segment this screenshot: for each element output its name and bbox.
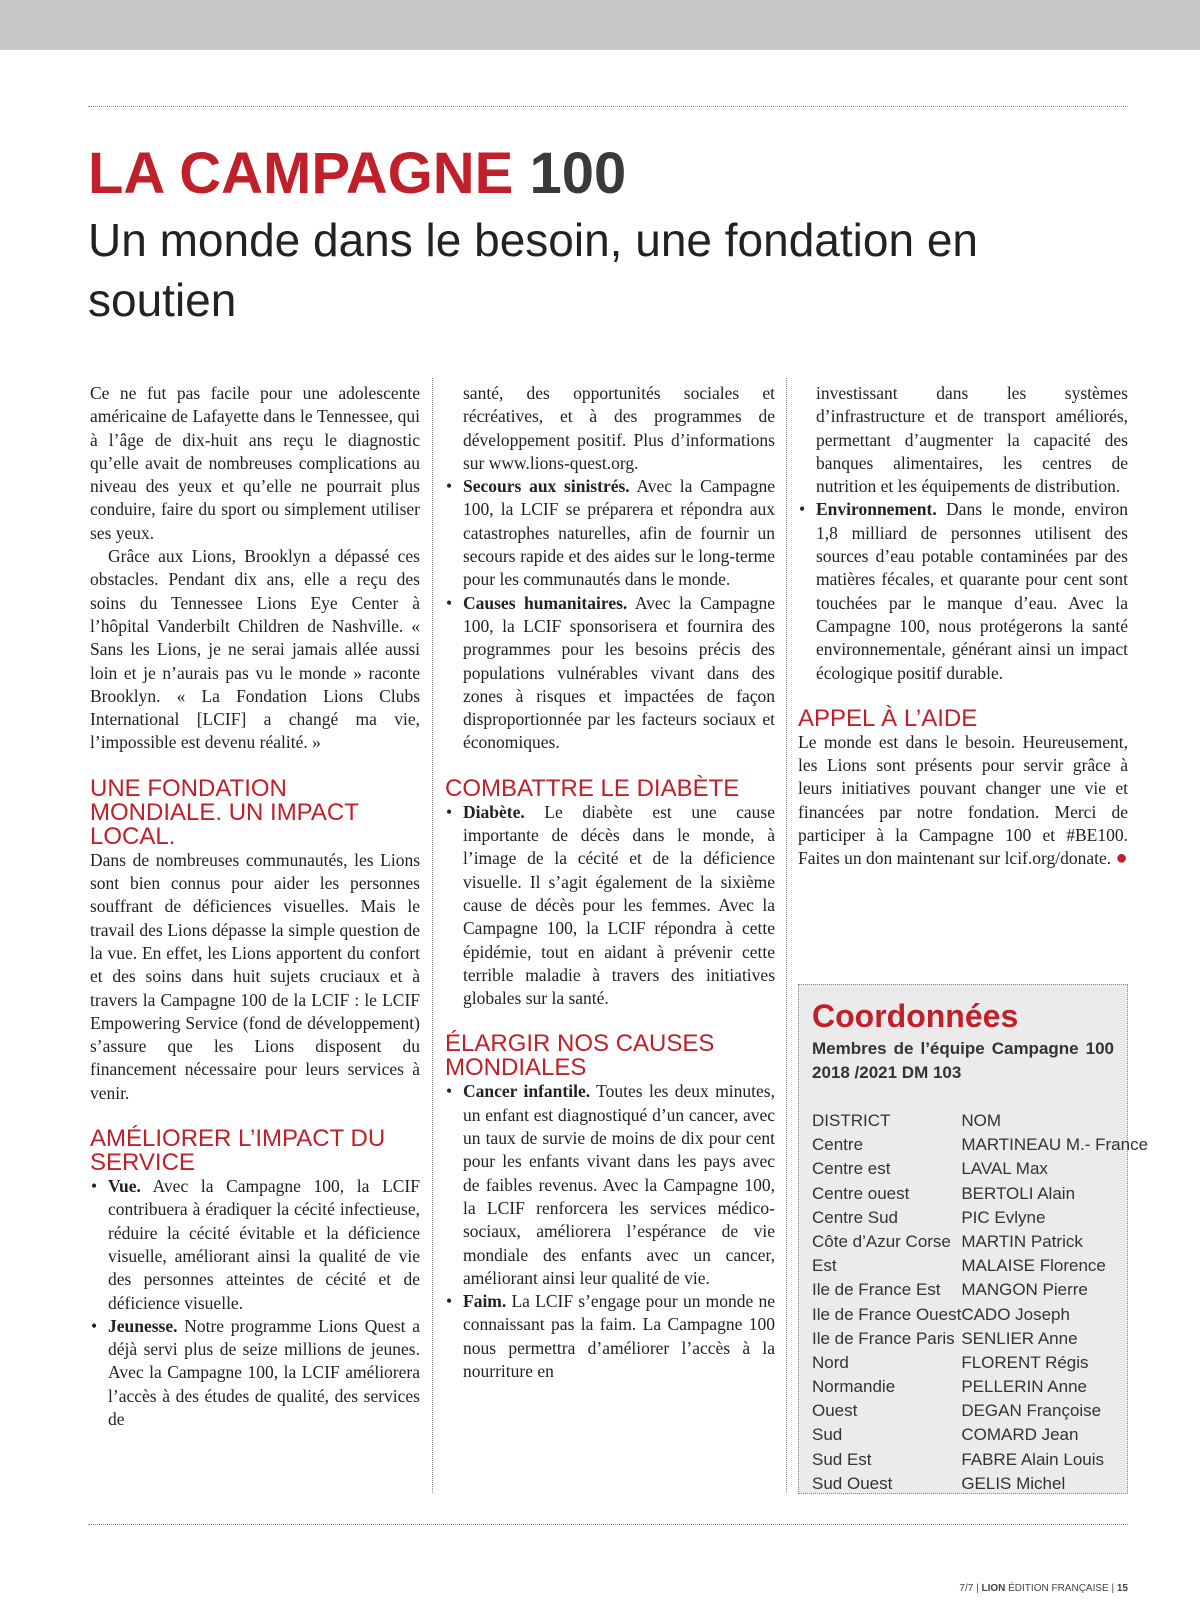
bullet-item-vue (90, 1175, 420, 1315)
bullet-continuation: investissant dans les systèmes d’infrastructure et de transport améliorés, permettant d’augmenter la capacité des banques alimentaires, les centres de nutrition et les équipements de distribution. (816, 383, 1128, 497)
bullet-label: Secours aux sinistrés. (463, 476, 630, 497)
bullet-text: Avec la Campagne 100, la LCIF sponsorisera et fournira des programmes pour les besoins précis des populations vulnérables vivant dans des zones à risques et impactées de façon disproportionnée par les facteurs sociaux et économiques. (463, 592, 775, 753)
nom-cell: FABRE Alain Louis (961, 1449, 1105, 1469)
bottom-dotted-rule (88, 1524, 1128, 1525)
footer-issue: 7/7 | (959, 1583, 979, 1594)
table-row (812, 1159, 1148, 1183)
district-cell: Nord (812, 1352, 849, 1372)
bullet-text: Toutes les deux minutes, un enfant est diagnostiqué d’un cancer, avec un taux de survie de moins de dix pour cent pour les enfants vivant dans les pays avec de faibles revenus. Avec la Campagne 100, la LCIF renforcera les services médico-sociaux, améliorera l’espérance de vie mondiale des enfants avec un cancer, améliorant ainsi leur qualité de vie. (463, 1081, 775, 1288)
nom-cell: MANGON Pierre (961, 1280, 1088, 1300)
district-cell: Ile de France Ouest (812, 1304, 962, 1324)
bullet-label: Jeunesse. (108, 1315, 178, 1336)
column-header-district: DISTRICT (812, 1111, 891, 1130)
nom-cell: SENLIER Anne (961, 1328, 1078, 1348)
nom-cell: LAVAL Max (961, 1159, 1048, 1179)
district-cell: Est (812, 1256, 837, 1276)
bullet-text: La LCIF s’engage pour un monde ne connaissant pas la faim. La Campagne 100 nous permettra d’améliorer l’accès à la nourriture en (463, 1291, 775, 1381)
footer-edition: ÉDITION FRANÇAISE | (1008, 1583, 1115, 1594)
table-row (812, 1450, 1148, 1474)
table-row (812, 1135, 1148, 1159)
bullet-list (445, 382, 775, 755)
nom-cell: MALAISE Florence (961, 1256, 1106, 1276)
bullet-list (90, 1175, 420, 1431)
column-header-nom: NOM (961, 1111, 1001, 1130)
table-row (812, 1377, 1148, 1401)
bullet-label: Environnement. (816, 499, 937, 520)
column-2 (445, 382, 775, 1383)
bullet-item-environnement (798, 498, 1128, 684)
column-1 (90, 382, 420, 1431)
section-heading-fondation: UNE FONDATION MONDIALE. UN IMPACT LOCAL. (90, 774, 359, 850)
title-number: 100 (529, 141, 627, 206)
nom-cell: DEGAN Françoise (961, 1401, 1102, 1421)
title-campaign: LA CAMPAGNE (88, 141, 514, 206)
bullet-item-secours (445, 475, 775, 591)
table-row (812, 1232, 1148, 1256)
bullet-list (798, 382, 1128, 685)
footer-brand: LION (981, 1583, 1006, 1594)
coordonnees-box (798, 984, 1149, 1494)
column-separator (786, 378, 787, 1493)
bullet-text: Avec la Campagne 100, la LCIF se préparera et répondra aux catastrophes naturelles, afin de fournir un secours rapide et des aides sur le long-terme pour les communautés dans le monde. (463, 476, 776, 590)
appel-text: Le monde est dans le besoin. Heureusement, les Lions sont présents pour servir grâce à leurs initiatives pouvant changer une vie et financées par notre fondation. Merci de participer à la Campagne 100 et #BE100. Faites un don maintenant sur lcif.org/donate. (798, 731, 1128, 869)
bullet-item-diabete (445, 801, 775, 1011)
coordonnees-subtitle: Membres de l’équipe Campagne 100 2018 /2021 DM 103 (812, 1039, 1114, 1082)
bullet-text: Dans le monde, environ 1,8 milliard de personnes utilisent des sources d’eau potable contaminées par des matières fécales, et quarante pour cent sont touchées par le manque d’eau. Avec la Campagne 100, nous protégerons la santé environnementale, générant ainsi un impact écologique positif durable. (816, 499, 1128, 683)
district-cell: Ouest (812, 1401, 858, 1421)
end-mark: ● (1115, 847, 1128, 870)
fondation-paragraph: Dans de nombreuses communautés, les Lions sont bien connus pour aider les personnes souffrant de déficiences visuelles. Mais le travail des Lions dépasse la simple question de la vue. En effet, les Lions apportent du confort et des soins dans huit sujets cruciaux et à travers la Campagne 100 de la LCIF : le LCIF Empowering Service (fond de développement) s’assure que les Lions disposent du financement nécessaire pour leurs services à venir. (90, 849, 420, 1103)
bullet-label: Diabète. (463, 801, 525, 822)
nom-cell: CADO Joseph (961, 1304, 1070, 1324)
section-heading-appel: APPEL À L’AIDE (798, 704, 978, 732)
nom-cell: BERTOLI Alain (961, 1183, 1076, 1203)
district-cell: Sud (812, 1425, 843, 1445)
bullet-label: Faim. (463, 1291, 507, 1312)
table-row (812, 1425, 1148, 1449)
page-subtitle: Un monde dans le besoin, une fondation en soutien (88, 214, 978, 326)
table-row (812, 1401, 1148, 1425)
nom-cell: MARTIN Patrick (961, 1231, 1083, 1251)
bullet-list (445, 1080, 775, 1383)
bullet-text: Avec la Campagne 100, la LCIF contribuera à éradiquer la cécité infectieuse, réduire la cécité évitable et la déficience visuelle, améliorant ainsi la qualité de vie des personnes atteintes de cécité et de déficience visuelle. (108, 1176, 420, 1313)
section-heading-ameliorer: AMÉLIORER L’IMPACT DU SERVICE (90, 1125, 386, 1177)
nom-cell: COMARD Jean (961, 1425, 1079, 1445)
district-cell: Centre ouest (812, 1183, 910, 1203)
bullet-item-faim (445, 1290, 775, 1383)
bullet-label: Cancer infantile. (463, 1081, 591, 1102)
table-row (812, 1280, 1148, 1304)
top-band (0, 0, 1200, 50)
bullet-item-jeunesse (90, 1315, 420, 1431)
table-header-row (812, 1111, 1148, 1135)
district-cell: Centre est (812, 1159, 891, 1179)
coordonnees-table (812, 1111, 1148, 1498)
table-row (812, 1305, 1148, 1329)
district-cell: Côte d’Azur Corse (812, 1231, 951, 1251)
table-row (812, 1256, 1148, 1280)
bullet-item-cancer (445, 1080, 775, 1290)
bullet-continuation: santé, des opportunités sociales et récréatives, et à des programmes de développement positif. Plus d’informations sur www.lions-quest.org. (463, 383, 775, 473)
appel-paragraph (798, 731, 1128, 871)
bullet-text: Notre programme Lions Quest a déjà servi plus de seize millions de jeunes. Avec la Campagne 100, la LCIF améliorera l’accès à des études de qualité, des services de (108, 1315, 420, 1429)
bullet-list (445, 801, 775, 1011)
coordonnees-title: Coordonnées (812, 998, 1019, 1034)
footer-page-number: 15 (1116, 1583, 1128, 1594)
table-row (812, 1184, 1148, 1208)
district-cell: Sud Est (812, 1449, 872, 1469)
bullet-label: Vue. (108, 1176, 141, 1197)
intro-paragraph: Ce ne fut pas facile pour une adolescente américaine de Lafayette dans le Tennessee, qui à l’âge de dix-huit ans reçu le diagnostic qu’elle avait de nombreuses complications au niveau des yeux et qu’elle ne pourrait plus conduire, faire du sport ou simplement utiliser ses yeux. (90, 383, 420, 543)
table-row (812, 1353, 1148, 1377)
page-footer (959, 1583, 1128, 1594)
nom-cell: MARTINEAU M.- France (961, 1135, 1149, 1155)
district-cell: Normandie (812, 1377, 896, 1397)
page-title (88, 142, 626, 206)
bullet-text: Le diabète est une cause importante de décès dans le monde, à l’image de la cécité et de la déficience visuelle. Il s’agit également de la sixième cause de décès pour les femmes. Avec la Campagne 100, la LCIF répondra à cette épidémie, tout en aidant à prévenir cette terrible maladie à travers des initiatives globales sur la santé. (463, 801, 775, 1009)
column-3 (798, 382, 1128, 871)
bullet-item-causes (445, 592, 775, 755)
table-row (812, 1329, 1148, 1353)
table-row (812, 1474, 1148, 1498)
district-cell: Sud Ouest (812, 1473, 893, 1493)
nom-cell: PELLERIN Anne (961, 1377, 1088, 1397)
nom-cell: PIC Evlyne (961, 1207, 1046, 1227)
section-heading-elargir: ÉLARGIR NOS CAUSES MONDIALES (445, 1030, 715, 1082)
district-cell: Ile de France Est (812, 1280, 941, 1300)
column-separator (432, 378, 433, 1493)
nom-cell: GELIS Michel (961, 1473, 1066, 1493)
section-heading-diabete: COMBATTRE LE DIABÈTE (445, 774, 740, 802)
top-dotted-rule (88, 106, 1128, 107)
intro-paragraph: Grâce aux Lions, Brooklyn a dépassé ces obstacles. Pendant dix ans, elle a reçu des soins du Tennessee Lions Eye Center à l’hôpital Vanderbilt Children de Nashville. « Sans les Lions, je ne serai jamais allée aussi loin et je n’aurais pas vu le monde » raconte Brooklyn. « La Fondation Lions Clubs International [LCIF] a changé ma vie, l’impossible est devenu réalité. » (90, 546, 420, 753)
district-cell: Ile de France Paris (812, 1328, 955, 1348)
nom-cell: FLORENT Régis (961, 1352, 1089, 1372)
table-row (812, 1208, 1148, 1232)
bullet-label: Causes humanitaires. (463, 592, 628, 613)
district-cell: Centre Sud (812, 1207, 898, 1227)
district-cell: Centre (812, 1135, 864, 1155)
